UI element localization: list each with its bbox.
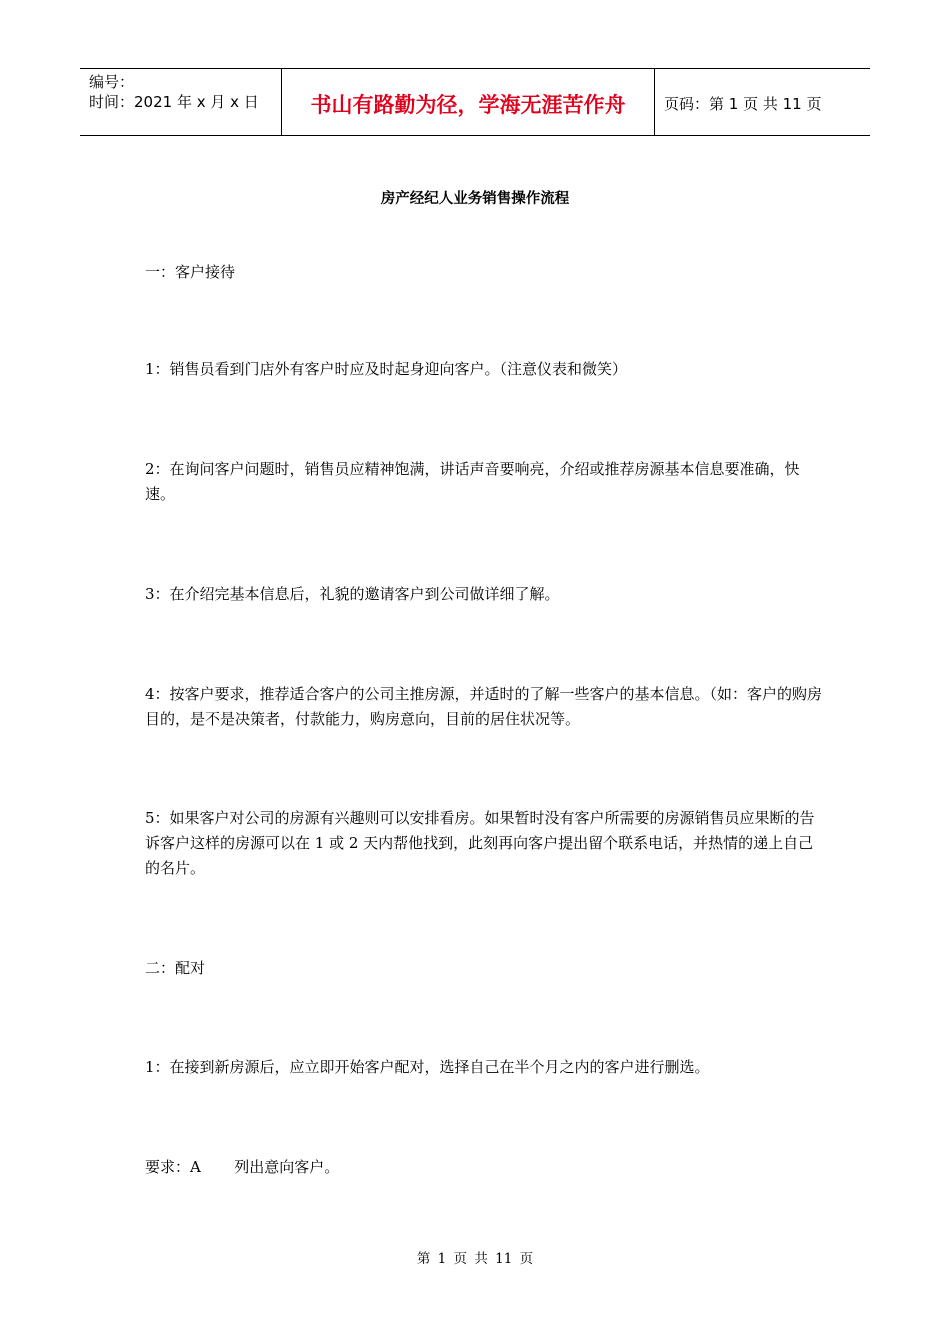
paragraph: 4：按客户要求，推荐适合客户的公司主推房源，并适时的了解一些客户的基本信息。（如：客户的购房目的，是不是决策者，付款能力，购房意向，目前的居住状况等。 <box>145 685 823 728</box>
header-motto-cell <box>282 69 655 135</box>
header-motto: 书山有路勤为径，学海无涯苦作舟 <box>310 93 626 117</box>
page-footer: 第 1 页 共 11 页 <box>416 1251 534 1267</box>
header-page-info: 页码：第 1 页 共 11 页 <box>664 94 822 113</box>
paragraph: 1：销售员看到门店外有客户时应及时起身迎向客户。（注意仪表和微笑） <box>145 360 628 378</box>
section-heading-matching: 二：配对 <box>145 959 206 977</box>
section-heading-reception: 一：客户接待 <box>145 263 236 281</box>
header-meta <box>80 69 282 135</box>
paragraph: 2：在询问客户问题时，销售员应精神饱满，讲话声音要响亮，介绍或推荐房源基本信息要准确，快速。 <box>145 460 800 503</box>
header-page-cell <box>655 69 870 135</box>
paragraph: 1：在接到新房源后，应立即开始客户配对，选择自己在半个月之内的客户进行删选。 <box>145 1058 710 1076</box>
document-header <box>80 68 870 136</box>
paragraph: 3：在介绍完基本信息后，礼貌的邀请客户到公司做详细了解。 <box>145 585 560 603</box>
paragraph: 5：如果客户对公司的房源有兴趣则可以安排看房。如果暂时没有客户所需要的房源销售员应果断的告诉客户这样的房源可以在 1 或 2 天内帮他找到，此刻再向客户提出留个联系电话，并热情的递上自己的名片。 <box>145 809 815 877</box>
document-title: 房产经纪人业务销售操作流程 <box>380 190 570 207</box>
header-number-label: 编号： <box>89 73 135 91</box>
paragraph: 要求：A 列出意向客户。 <box>145 1158 340 1176</box>
header-time-label: 时间：2021 年 x 月 x 日 <box>89 93 259 111</box>
